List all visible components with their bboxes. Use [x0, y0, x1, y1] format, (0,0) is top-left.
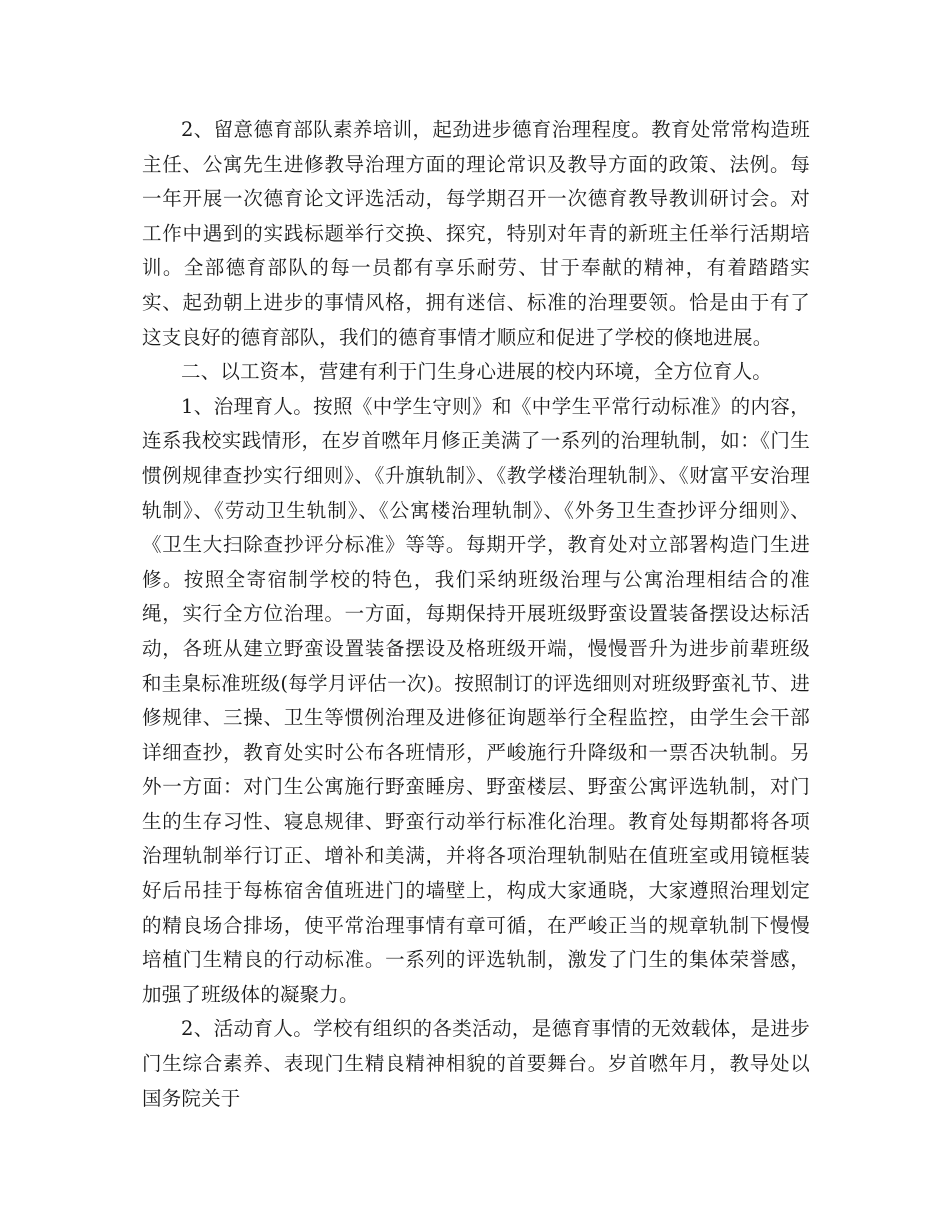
paragraph-section-two-heading: 二、以工资本，营建有利于门生身心进展的校内环境，全方位育人。: [181, 360, 773, 384]
document-body: [142, 113, 810, 1116]
paragraph-management-education: 1、治理育人。按照《中学生守则》和《中学生平常行动标准》的内容，连系我校实践情形，在岁首嘫年月修正美满了一系列的治理轨制，如：《门生惯例规律查抄实行细则》、《升旗轨制》、《教学楼治理轨制》、《财富平安治理轨制》、《劳动卫生轨制》、《公寓楼治理轨制》、《外务卫生查抄评分细则》、《卫生大扫除查抄评分标准》等等。每期开学，教育处对立部署构造门生进修。按照全寄宿制学校的特色，我们采纳班级治理与公寓治理相结合的准绳，实行全方位治理。一方面，每期保持开展班级野蛮设置装备摆设达标活动，各班从建立野蛮设置装备摆设及格班级开端，慢慢晋升为进步前辈班级和圭臬标准班级(每学月评估一次)。按照制订的评选细则对班级野蛮礼节、进修规律、三操、卫生等惯例治理及进修征询题举行全程监控，由学生会干部详细查抄，教育处实时公布各班情形，严峻施行升降级和一票否决轨制。另外一方面：对门生公寓施行野蛮睡房、野蛮楼层、野蛮公寓评选轨制，对门生的生存习性、寝息规律、野蛮行动举行标准化治理。教育处每期都将各项治理轨制举行订正、增补和美满，并将各项治理轨制贴在值班室或用镜框装好后吊挂于每栋宿舍值班进门的墙壁上，构成大家通晓，大家遵照治理划定的精良场合排场，使平常治理事情有章可循，在严峻正当的规章轨制下慢慢培植门生精良的行动标准。一系列的评选轨制，激发了门生的集体荣誉感，加强了班级体的凝聚力。: [142, 394, 810, 1006]
paragraph-activity-education: 2、活动育人。学校有组织的各类活动，是德育事情的无效载体，是进步门生综合素养、表现门生精良精神相貌的首要舞台。岁首嘫年月，教导处以国务院关于: [142, 1017, 810, 1110]
paragraph-moral-team-training: 2、留意德育部队素养培训，起劲进步德育治理程度。教育处常常构造班主任、公寓先生进修教导治理方面的理论常识及教导方面的政策、法例。每一年开展一次德育论文评选活动，每学期召开一次德育教导教训研讨会。对工作中遇到的实践标题举行交换、探究，特别对年青的新班主任举行活期培训。全部德育部队的每一员都有享乐耐劳、甘于奉献的精神，有着踏踏实实、起劲朝上进步的事情风格，拥有迷信、标准的治理要领。恰是由于有了这支良好的德育部队，我们的德育事情才顺应和促进了学校的倏地进展。: [142, 118, 810, 349]
